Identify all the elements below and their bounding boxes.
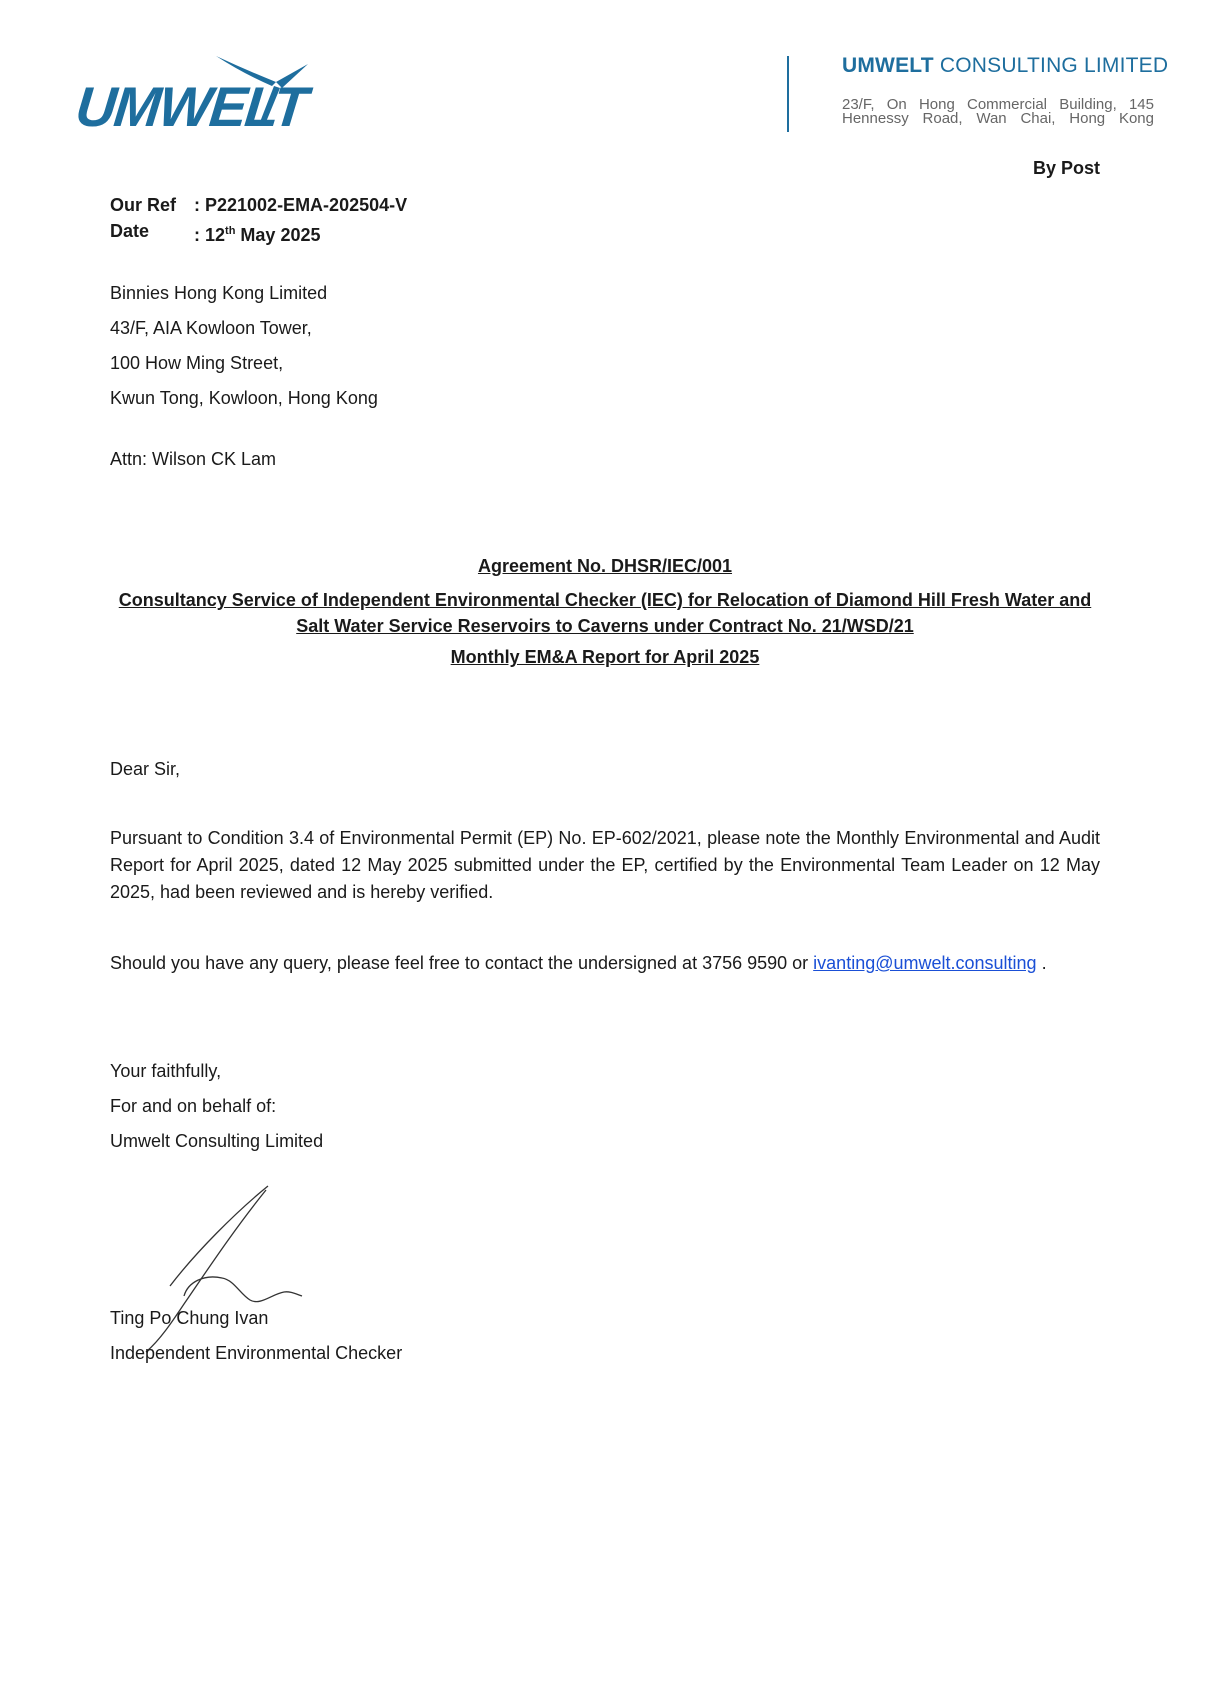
closing-block [110,1054,323,1159]
our-ref-label: Our Ref [110,195,177,215]
date-label: Date [110,221,150,241]
company-name [842,54,1168,78]
closing-line: For and on behalf of: [110,1096,277,1116]
subject-title: Consultancy Service of Independent Environmental Checker (IEC) for Relocation of Diamond Hill Fresh Water and Salt Water Service Reservoirs to Caverns under Contract No. 21/WSD/21 [118,590,1092,636]
contact-text-end: . [1036,953,1047,973]
recipient-line: Binnies Hong Kong Limited [110,283,328,303]
our-ref-value: : P221002-EMA-202504-V [194,195,408,215]
delivery-method: By Post [1032,158,1100,178]
our-ref-row [110,192,407,218]
recipient-line: Kwun Tong, Kowloon, Hong Kong [110,388,378,408]
report-title: Monthly EM&A Report for April 2025 [450,647,760,667]
recipient-address [110,276,378,416]
agreement-number: Agreement No. DHSR/IEC/001 [477,556,733,576]
date-value [194,218,320,248]
attention-line: Attn: Wilson CK Lam [110,449,277,469]
closing-line: Umwelt Consulting Limited [110,1131,324,1151]
subject-block [108,556,1102,668]
date-sup: th [225,225,236,237]
contact-text: Should you have any query, please feel free to contact the undersigned at 3756 9590 or [110,953,814,973]
signer-block [110,1301,402,1371]
email-link[interactable]: ivanting@umwelt.consulting [813,953,1037,973]
company-name-bold: UMWELT [842,54,934,77]
body-paragraph: Pursuant to Condition 3.4 of Environmental Permit (EP) No. EP-602/2021, please note the Monthly Environmental and Audit Report for April 2025, dated 12 May 2025 submitted under the EP, certified by the Environmental Team Leader on 12 May 2025, had been reviewed and is hereby verified. [110,828,1100,902]
recipient-line: 100 How Ming Street, [110,353,284,373]
company-logo [72,52,316,138]
date-row [110,218,407,248]
date-prefix: : 12 [194,225,226,245]
logo-text: UMWELT [72,75,309,138]
date-suffix: May 2025 [235,225,321,245]
company-address: 23/F, On Hong Commercial Building, 145 Hennessy Road, Wan Chai, Hong Kong [842,96,1154,127]
signer-name: Ting Po Chung Ivan [110,1308,269,1328]
header-divider [787,56,789,132]
company-name-rest: CONSULTING LIMITED [939,54,1169,77]
closing-line: Your faithfully, [110,1061,222,1081]
reference-block [110,192,407,248]
signer-title: Independent Environmental Checker [110,1343,403,1363]
salutation: Dear Sir, [110,759,181,779]
recipient-line: 43/F, AIA Kowloon Tower, [110,318,312,338]
contact-paragraph [110,950,1100,977]
